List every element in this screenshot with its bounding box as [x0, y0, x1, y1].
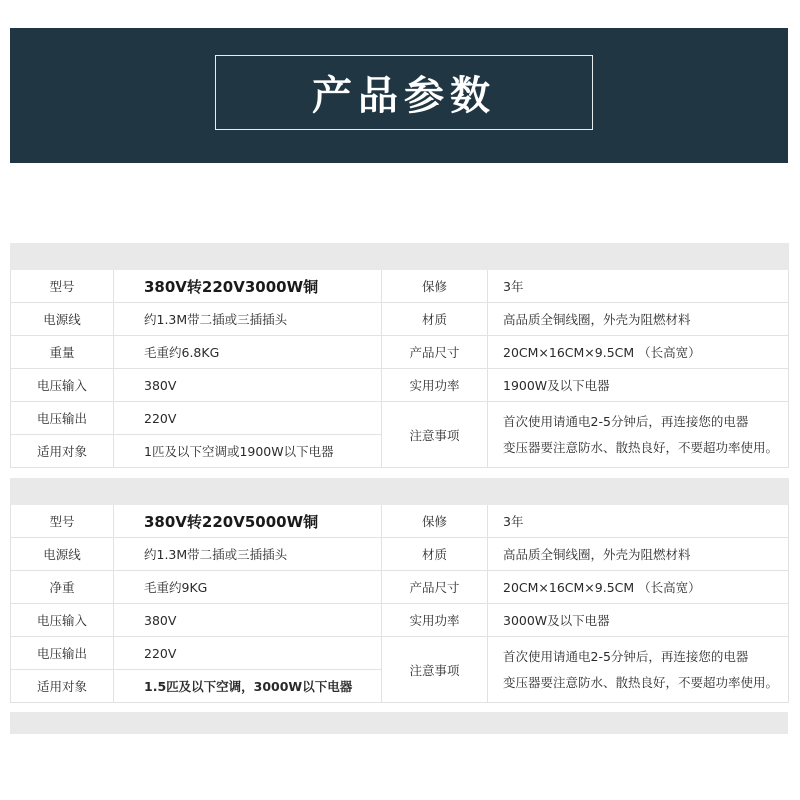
- table-row: [11, 604, 789, 637]
- target-label: 适用对象: [11, 435, 114, 468]
- table-row: [11, 336, 789, 369]
- model-label: 型号: [11, 270, 114, 303]
- size-label: 产品尺寸: [382, 336, 488, 369]
- target-value: 1.5匹及以下空调，3000W以下电器: [114, 670, 382, 703]
- output-voltage-value: 220V: [114, 637, 382, 670]
- table-row: [11, 637, 789, 670]
- weight-label: 重量: [11, 336, 114, 369]
- cord-label: 电源线: [11, 303, 114, 336]
- output-voltage-label: 电压输出: [11, 637, 114, 670]
- weight-value: 毛重约9KG: [114, 571, 382, 604]
- size-value: 20CM×16CM×9.5CM （长高宽）: [488, 571, 789, 604]
- spec-table-5000w: [10, 478, 789, 703]
- warranty-label: 保修: [382, 270, 488, 303]
- spec-table-3000w: [10, 243, 789, 468]
- target-value: 1匹及以下空调或1900W以下电器: [114, 435, 382, 468]
- title-banner: [10, 28, 788, 163]
- power-value: 3000W及以下电器: [488, 604, 789, 637]
- table-row: [11, 270, 789, 303]
- section-separator: [11, 244, 789, 270]
- weight-value: 毛重约6.8KG: [114, 336, 382, 369]
- notice-line: 变压器要注意防水、散热良好，不要超功率使用。: [503, 674, 779, 690]
- cord-value: 约1.3M带二插或三插插头: [114, 303, 382, 336]
- table-row: [11, 402, 789, 435]
- model-value: 380V转220V3000W铜: [114, 270, 382, 303]
- cord-value: 约1.3M带二插或三插插头: [114, 538, 382, 571]
- title-frame: [215, 55, 593, 130]
- table-row: [11, 369, 789, 402]
- table-row: [11, 538, 789, 571]
- notice-line: 变压器要注意防水、散热良好，不要超功率使用。: [503, 439, 779, 455]
- model-label: 型号: [11, 505, 114, 538]
- table-row: [11, 571, 789, 604]
- material-label: 材质: [382, 538, 488, 571]
- power-label: 实用功率: [382, 369, 488, 402]
- target-label: 适用对象: [11, 670, 114, 703]
- size-value: 20CM×16CM×9.5CM （长高宽）: [488, 336, 789, 369]
- power-label: 实用功率: [382, 604, 488, 637]
- material-value: 高品质全铜线圈，外壳为阻燃材料: [488, 538, 789, 571]
- table-row: [11, 505, 789, 538]
- notice-line: 首次使用请通电2-5分钟后，再连接您的电器: [503, 648, 749, 664]
- section-separator: [11, 479, 789, 505]
- notice-value: [488, 637, 789, 703]
- notice-label: 注意事项: [382, 402, 488, 468]
- input-voltage-label: 电压输入: [11, 369, 114, 402]
- material-value: 高品质全铜线圈，外壳为阻燃材料: [488, 303, 789, 336]
- input-voltage-label: 电压输入: [11, 604, 114, 637]
- warranty-label: 保修: [382, 505, 488, 538]
- warranty-value: 3年: [488, 505, 789, 538]
- output-voltage-label: 电压输出: [11, 402, 114, 435]
- size-label: 产品尺寸: [382, 571, 488, 604]
- model-value: 380V转220V5000W铜: [114, 505, 382, 538]
- warranty-value: 3年: [488, 270, 789, 303]
- notice-label: 注意事项: [382, 637, 488, 703]
- material-label: 材质: [382, 303, 488, 336]
- notice-line: 首次使用请通电2-5分钟后，再连接您的电器: [503, 413, 749, 429]
- section-separator: [10, 712, 788, 734]
- cord-label: 电源线: [11, 538, 114, 571]
- notice-value: [488, 402, 789, 468]
- output-voltage-value: 220V: [114, 402, 382, 435]
- page-title: 产品参数: [312, 73, 496, 119]
- table-row: [11, 303, 789, 336]
- input-voltage-value: 380V: [114, 604, 382, 637]
- weight-label: 净重: [11, 571, 114, 604]
- power-value: 1900W及以下电器: [488, 369, 789, 402]
- input-voltage-value: 380V: [114, 369, 382, 402]
